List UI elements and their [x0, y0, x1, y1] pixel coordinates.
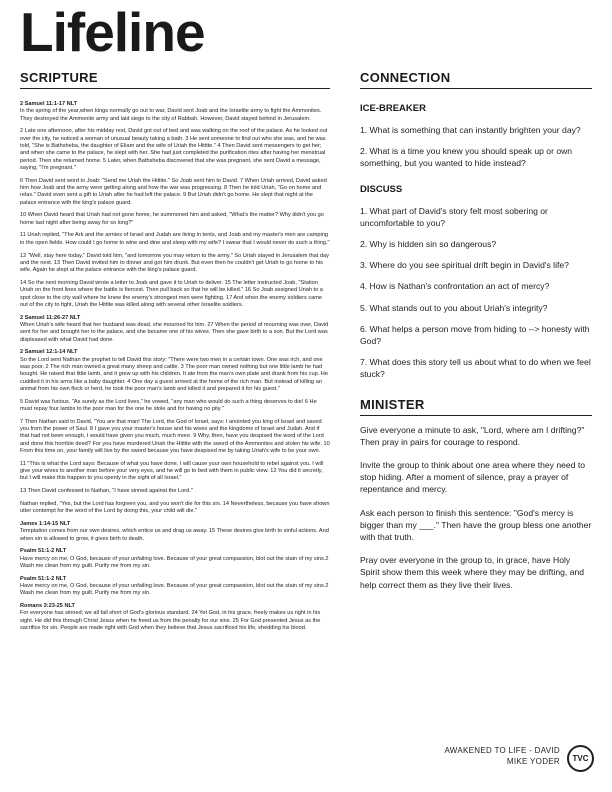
scripture-block — [20, 603, 330, 632]
scripture-paragraph: 13 Then David confessed to Nathan, "I have sinned against the Lord." — [20, 488, 193, 495]
scripture-block — [20, 576, 330, 598]
scripture-paragraph: Have mercy on me, O God, because of your unfailing love. Because of your great compassion, blot out the stain of my sins.2 Wash me clean from my guilt. Purify me from my sin. — [20, 555, 329, 569]
scripture-paragraph: Temptation comes from our own desires, which entice us and drag us away. 15 These desires give birth to sinful actions. And when sin is allowed to grow, it gives birth to death. — [20, 528, 329, 542]
scripture-block — [20, 101, 330, 309]
minister-paragraph: Pray over everyone in the group to, in grace, have Holy Spirit show them this week where they may be drifting, and help correct them as they live their lives. — [360, 555, 585, 590]
discuss-question: 5. What stands out to you about Uriah's integrity? — [360, 302, 548, 313]
footer-speaker: MIKE YODER — [506, 757, 560, 766]
scripture-reference: Psalm 51:1-2 NLT — [20, 548, 67, 555]
minister-list — [360, 424, 592, 591]
scripture-paragraph: When Uriah's wife heard that her husband was dead, she mourned for him. 27 When the period of mourning was over, David sent for her and brought her to the palace, and she became one of his wives. Then she gave birth to a son. But the Lord was displeased with what David had done. — [20, 321, 329, 343]
scripture-block — [20, 521, 330, 543]
minister-paragraph: Give everyone a minute to ask, "Lord, where am I drifting?" Then pray in pairs for courage to respond. — [360, 424, 585, 447]
footer-series: AWAKENED TO LIFE - DAVID — [444, 746, 560, 755]
icebreaker-heading: ICE-BREAKER — [360, 103, 426, 114]
discuss-question: 4. How is Nathan's confrontation an act of mercy? — [360, 281, 550, 292]
scripture-block — [20, 349, 330, 515]
minister-paragraph: Invite the group to think about one area where they need to stop hiding. After a moment of silence, pray a prayer of repentance and mercy. — [360, 460, 586, 495]
discuss-heading: DISCUSS — [360, 183, 403, 195]
scripture-block — [20, 315, 330, 344]
icebreaker-list — [360, 124, 592, 170]
connection-section — [360, 70, 592, 602]
page-title: Lifeline — [20, 1, 205, 63]
scripture-reference: 2 Samuel 11:26-27 NLT — [20, 314, 81, 321]
scripture-paragraph: So the Lord sent Nathan the prophet to tell David this story: "There were two men in a certain town. One was rich, and one was poor. 2 The rich man owned a great many sheep and cattle. 3 The poor man owned nothing but one little lamb he had bought. He raised that little lamb, and it grew up with his children. It ate from the man's own plate and drank from his cup. He cuddled it in his arms like a baby daughter. 4 One day a guest arrived at the home of the rich man. But instead of killing an animal from his own flock or herd, he took the poor man's lamb and killed it and prepared it for his guest." — [20, 356, 328, 392]
scripture-paragraph: 7 Then Nathan said to David, "You are that man! The Lord, the God of Israel, says: I anointed you king of Israel and saved you from the power of Saul. 8 I gave you your master's house and his wives and the kingdoms of Israel and Judah. And if that had not been enough, I would have given you much, much more. 9 Why, then, have you despised the word of the Lord and done this horrible deed? For you have murdered Uriah the Hittite with the sword of the Ammonites and stolen his wife. 10 From this time on, your family will live by the sword because you have despised me by taking Uriah's wife to be your own. — [20, 418, 330, 454]
scripture-reference: Psalm 51:1-2 NLT — [20, 575, 67, 582]
scripture-paragraph: Nathan replied, "Yes, but the Lord has forgiven you, and you won't die for this sin. 14 Nevertheless, because you have shown utter contempt for the word of the Lord by doing this, your child will die." — [20, 500, 330, 515]
scripture-reference: Romans 3:23-25 NLT — [20, 603, 75, 610]
scripture-paragraph: 11 Uriah replied, "The Ark and the armies of Israel and Judah are living in tents, and Joab and my master's men are camping in the open fields. How could I go home to wine and dine and sleep with my wife? I swear that I would never do such a thing." — [20, 232, 330, 246]
discuss-list — [360, 205, 592, 381]
scripture-reference: James 1:14-15 NLT — [20, 520, 71, 527]
scripture-paragraph: 11 "This is what the Lord says: Because of what you have done, I will cause your own household to rebel against you. I will give your wives to another man before your very eyes, and he will go to bed with them in public view. 12 You did it secretly, but I will make this happen to you openly in the sight of all Israel." — [20, 460, 324, 482]
scripture-heading: SCRIPTURE — [20, 70, 330, 89]
scripture-paragraph: 10 When David heard that Uriah had not gone home, he summoned him and asked, "What's the matter? Why didn't you go home last night after being away for so long?" — [20, 212, 324, 226]
scripture-paragraph: 2 Late one afternoon, after his midday rest, David got out of bed and was walking on the roof of the palace. As he looked out over the city, he noticed a woman of unusual beauty taking a bath. 3 He sent someone to find out who she was, and he was told, "She is Bathsheba, the daughter of Eliam and the wife of Uriah the Hittite." 4 Then David sent messengers to get her; and when she came to the palace, he slept with her. She had just completed the purification rites after having her menstrual period. Then she returned home. 5 Later, when Bathsheba discovered that she was pregnant, she sent David a message, saying, "I'm pregnant." — [20, 128, 328, 171]
scripture-reference: 2 Samuel 11:1-17 NLT — [20, 101, 78, 107]
scripture-paragraph: Have mercy on me, O God, because of your unfailing love. Because of your great compassion, blot out the stain of my sins.2 Wash me clean from my guilt. Purify me from my sin. — [20, 583, 329, 597]
connection-heading: CONNECTION — [360, 70, 592, 89]
icebreaker-question: 2. What is a time you knew you should speak up or own something, but you wanted to hide instead? — [360, 146, 573, 169]
discuss-question: 7. What does this story tell us about what to do when we feel stuck? — [360, 357, 591, 380]
scripture-paragraph: 6 Then David sent word to Joab: "Send me Uriah the Hittite." So Joab sent him to David. 7 When Uriah arrived, David asked him how Joab and the army were getting along and how the war was progressing. 8 Then he told Uriah, "Go on home and relax." David even sent a gift to Uriah after he had left the palace. 9 But Uriah didn't go home. He slept that night at the palace entrance with the king's palace guard. — [20, 177, 327, 206]
minister-paragraph: Ask each person to finish this sentence: "God's mercy is bigger than my ___." Then have the group bless one another with that truth. — [360, 507, 592, 543]
scripture-block — [20, 548, 330, 570]
discuss-question: 2. Why is hidden sin so dangerous? — [360, 239, 497, 250]
scripture-paragraph: For everyone has sinned; we all fall short of God's glorious standard. 24 Yet God, in his grace, freely makes us right in his sight. He did this through Christ Jesus when he freed us from the penalty for our sins. 25 For God presented Jesus as the sacrifice for sin. People are made right with God when they believe that Jesus sacrificed his life, shedding his blood. — [20, 610, 321, 632]
minister-heading: MINISTER — [360, 397, 592, 416]
scripture-paragraph: In the spring of the year,when kings normally go out to war, David sent Joab and the Israelite army to fight the Ammonites. They destroyed the Ammonite army and laid siege to the city of Rabbah. However, David stayed behind in Jerusalem. — [20, 108, 322, 122]
discuss-question: 1. What part of David's story felt most sobering or uncomfortable to you? — [360, 205, 548, 228]
scripture-paragraph: 12 "Well, stay here today," David told him, "and tomorrow you may return to the army." So Uriah stayed in Jerusalem that day and the next. 13 Then David invited him to dinner and got him drunk. But even then he couldn't get Uriah to go home to his wife. Again he slept at the palace entrance with the king's palace guard. — [20, 252, 329, 274]
scripture-paragraph: 14 So the next morning David wrote a letter to Joab and gave it to Uriah to deliver. 15 The letter instructed Joab, "Station Uriah on the front lines where the battle is fiercest. Then pull back so that he will be killed." 16 So Joab assigned Uriah to a spot close to the city wall where he knew the enemy's strongest men were fighting. 17 And when the enemy soldiers came out of the city to fight, Uriah the Hittite was killed along with several other Israelite soldiers. — [20, 279, 323, 308]
scripture-body — [20, 101, 330, 632]
footer — [420, 745, 560, 767]
scripture-section — [20, 70, 330, 638]
discuss-question: 6. What helps a person move from hiding to --> honesty with God? — [360, 323, 590, 347]
scripture-reference: 2 Samuel 12:1-14 NLT — [20, 349, 78, 356]
scripture-paragraph: 5 David was furious. "As surely as the Lord lives," he vowed, "any man who would do such a thing deserves to die! 6 He must repay four lambs to the poor man for the one he stole and for having no pity." — [20, 398, 317, 412]
discuss-question: 3. Where do you see spiritual drift begin in David's life? — [360, 260, 569, 271]
icebreaker-question: 1. What is something that can instantly brighten your day? — [360, 125, 581, 135]
tvc-logo: TVC — [567, 745, 594, 772]
